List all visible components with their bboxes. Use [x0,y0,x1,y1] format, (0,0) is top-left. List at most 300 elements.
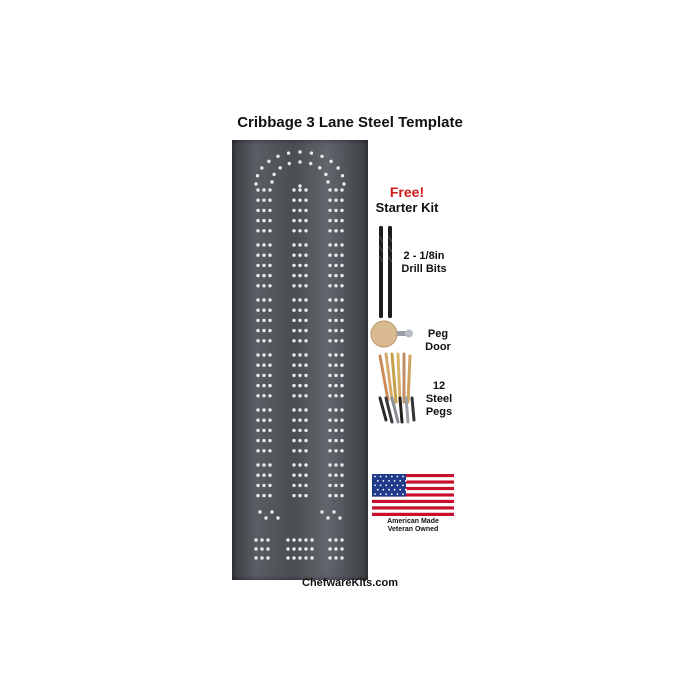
peg-hole [298,209,301,212]
peg-hole [292,484,295,487]
american-made-badge: American Made Veteran Owned [387,518,439,533]
peg-hole [268,264,271,267]
us-flag-icon [372,474,454,516]
peg-hole [262,419,265,422]
peg-hole [326,180,329,183]
peg-hole [340,339,343,342]
peg-hole [256,419,259,422]
peg-hole [328,494,331,497]
peg-hole [304,484,307,487]
peg-hole [298,188,301,191]
peg-hole [304,264,307,267]
peg-hole [328,484,331,487]
peg-hole [334,474,337,477]
peg-hole [334,199,337,202]
flag-star [383,489,385,491]
peg-hole [292,374,295,377]
peg-hole [256,408,259,411]
peg-hole [262,339,265,342]
peg-hole [298,449,301,452]
peg-hole [268,329,271,332]
peg-hole [334,219,337,222]
peg-hole [298,229,301,232]
peg-hole [326,516,329,519]
peg-hole [262,274,265,277]
peg-hole [328,243,331,246]
peg-hole [304,353,307,356]
peg-hole [334,284,337,287]
peg-hole [304,319,307,322]
peg-hole [292,419,295,422]
peg-hole [292,353,295,356]
peg-hole [328,319,331,322]
peg-hole [328,538,331,541]
peg-hole [334,319,337,322]
peg-hole [340,463,343,466]
peg-hole [256,374,259,377]
flag-star [399,489,401,491]
peg-hole [304,274,307,277]
peg-hole [292,547,295,550]
peg-hole [292,284,295,287]
peg-hole [304,439,307,442]
steel-template-plate [232,140,368,580]
peg-hole [268,243,271,246]
peg-hole [338,516,341,519]
peg-hole [268,463,271,466]
peg-hole [254,547,257,550]
peg-hole [268,339,271,342]
peg-hole [340,374,343,377]
peg-hole [304,556,307,559]
peg-hole [334,439,337,442]
peg-hole [256,199,259,202]
peg-hole [334,209,337,212]
peg-hole [304,254,307,257]
peg-hole [292,298,295,301]
peg-hole [298,374,301,377]
peg-hole [334,419,337,422]
peg-hole [298,429,301,432]
peg-hole [304,538,307,541]
flag-star [391,476,393,478]
peg-hole [292,199,295,202]
peg-hole [256,364,259,367]
peg-hole [298,439,301,442]
peg-hole [334,254,337,257]
peg-hole [328,449,331,452]
peg-hole [304,449,307,452]
peg-hole [298,484,301,487]
peg-hole [262,219,265,222]
website-label: ChefwareKits.com [302,577,398,589]
peg-hole [334,408,337,411]
peg-hole [340,538,343,541]
peg-hole [340,309,343,312]
peg-hole [298,264,301,267]
peg-hole [256,353,259,356]
peg-hole [298,219,301,222]
peg-hole [256,474,259,477]
peg-hole [298,463,301,466]
peg-hole [268,274,271,277]
peg-hole [292,394,295,397]
peg-hole [262,254,265,257]
peg-hole [292,319,295,322]
starter-kit-label: Starter Kit [375,200,439,215]
peg-door-label: Peg Door [425,328,451,353]
peg-hole [334,374,337,377]
peg-hole [262,353,265,356]
peg-hole [262,408,265,411]
peg-hole [256,209,259,212]
peg-hole [262,319,265,322]
peg-hole [340,298,343,301]
peg-hole-pattern [232,140,368,580]
peg-hole [334,339,337,342]
drill-bits-icon [376,226,396,318]
peg-hole [268,353,271,356]
flag-star [402,484,404,486]
peg-hole [336,166,339,169]
peg-hole [292,329,295,332]
peg-hole [298,474,301,477]
peg-hole [340,494,343,497]
peg-hole [270,180,273,183]
peg-hole [328,329,331,332]
peg-hole [254,556,257,559]
peg-hole [340,229,343,232]
peg-hole [292,229,295,232]
peg-hole [334,188,337,191]
flag-star [402,493,404,495]
peg-hole [328,439,331,442]
peg-hole [304,329,307,332]
peg-hole [324,173,327,176]
peg-hole [340,384,343,387]
peg-hole [262,429,265,432]
flag-stripe [372,510,454,513]
peg-hole [328,384,331,387]
peg-hole [304,199,307,202]
peg-hole [320,510,323,513]
peg-hole [268,474,271,477]
peg-hole [334,353,337,356]
peg-hole [304,219,307,222]
peg-hole [268,494,271,497]
peg-hole [309,162,312,165]
peg-hole [298,547,301,550]
peg-hole [340,209,343,212]
flag-star [374,493,376,495]
peg-hole [262,439,265,442]
peg-hole [328,429,331,432]
peg-hole [292,408,295,411]
peg-hole [256,264,259,267]
peg-hole [292,429,295,432]
peg-hole [262,449,265,452]
steel-pegs-icon [372,350,426,426]
peg-hole [298,538,301,541]
peg-hole [342,182,345,185]
peg-hole [267,160,270,163]
peg-hole [292,274,295,277]
flag-star [385,476,387,478]
peg-hole [304,394,307,397]
peg-hole [292,474,295,477]
peg-hole [268,364,271,367]
peg-hole [304,474,307,477]
flag-star [374,484,376,486]
peg-hole [320,155,323,158]
peg-hole [268,309,271,312]
peg-hole [328,229,331,232]
peg-hole [262,394,265,397]
peg-hole [298,243,301,246]
peg-hole [329,160,332,163]
peg-hole [340,439,343,442]
peg-hole [268,449,271,452]
peg-hole [292,384,295,387]
peg-hole [328,394,331,397]
peg-hole [262,329,265,332]
peg-hole [298,408,301,411]
peg-hole [256,463,259,466]
peg-hole [328,419,331,422]
peg-hole [268,298,271,301]
peg-hole [304,243,307,246]
peg-hole [328,219,331,222]
peg-hole [266,538,269,541]
peg-hole [298,199,301,202]
peg-hole [268,374,271,377]
peg-hole [288,162,291,165]
peg-hole [334,264,337,267]
peg-hole [292,364,295,367]
peg-hole [334,274,337,277]
peg-hole [292,219,295,222]
peg-hole [266,556,269,559]
peg-hole [256,449,259,452]
peg-hole [334,243,337,246]
flag-star [388,480,390,482]
peg-hole [262,494,265,497]
peg-hole [328,374,331,377]
flag-stripe [372,497,454,500]
peg-hole [304,209,307,212]
peg-hole [340,429,343,432]
peg-hole [328,254,331,257]
flag-star [397,476,399,478]
steel-pegs-label: 12 Steel Pegs [425,380,453,418]
peg-hole [292,264,295,267]
peg-hole [298,394,301,397]
flag-star [394,489,396,491]
peg-hole [268,209,271,212]
peg-hole [340,243,343,246]
peg-hole [334,364,337,367]
peg-hole [268,284,271,287]
peg-hole [334,429,337,432]
peg-hole [304,188,307,191]
peg-hole [298,494,301,497]
peg-hole [304,547,307,550]
peg-hole [310,151,313,154]
free-label: Free! [389,184,425,200]
peg-hole [262,484,265,487]
peg-hole [254,182,257,185]
peg-hole [256,174,259,177]
peg-hole [262,284,265,287]
peg-hole [262,374,265,377]
peg-hole [332,510,335,513]
peg-hole [340,364,343,367]
flag-star [377,480,379,482]
flag-star [397,484,399,486]
peg-hole [340,199,343,202]
peg-hole [304,339,307,342]
peg-hole [292,494,295,497]
peg-hole [328,284,331,287]
peg-hole [266,547,269,550]
peg-hole [310,547,313,550]
peg-hole [256,309,259,312]
peg-hole [268,254,271,257]
peg-hole [340,254,343,257]
peg-hole [340,474,343,477]
peg-hole [256,254,259,257]
peg-hole [298,254,301,257]
peg-hole [292,339,295,342]
peg-hole [310,538,313,541]
peg-hole [340,274,343,277]
peg-hole [328,209,331,212]
flag-star [380,484,382,486]
peg-hole [268,219,271,222]
peg-hole [340,219,343,222]
flag-stripe [372,500,454,503]
peg-hole [287,151,290,154]
peg-hole [260,538,263,541]
flag-star [402,476,404,478]
peg-hole [256,229,259,232]
peg-hole [340,449,343,452]
peg-hole [340,419,343,422]
peg-hole [276,155,279,158]
peg-hole [334,538,337,541]
peg-hole [262,229,265,232]
peg-hole [292,449,295,452]
page-title: Cribbage 3 Lane Steel Template [237,114,463,131]
peg-hole [340,188,343,191]
peg-hole [298,309,301,312]
peg-hole [268,188,271,191]
peg-hole [262,309,265,312]
peg-hole [262,209,265,212]
peg-hole [334,494,337,497]
peg-hole [268,439,271,442]
peg-hole [334,484,337,487]
flag-star [388,489,390,491]
peg-hole [328,298,331,301]
peg-hole [304,408,307,411]
peg-hole [256,394,259,397]
peg-hole [256,329,259,332]
flag-star [405,480,407,482]
flag-star [380,493,382,495]
peg-hole [292,188,295,191]
flag-star [374,476,376,478]
peg-hole [298,353,301,356]
peg-hole [268,394,271,397]
peg-hole [292,439,295,442]
peg-hole [334,329,337,332]
flag-star [391,493,393,495]
peg-hole [334,394,337,397]
peg-hole [292,209,295,212]
peg-hole [304,494,307,497]
peg-hole [304,298,307,301]
peg-hole [268,429,271,432]
peg-hole [262,364,265,367]
peg-hole [298,339,301,342]
peg-hole [262,243,265,246]
peg-hole [256,274,259,277]
peg-hole [256,219,259,222]
peg-hole [292,463,295,466]
peg-hole [310,556,313,559]
peg-hole [262,264,265,267]
peg-hole [286,556,289,559]
peg-hole [268,319,271,322]
peg-hole [262,298,265,301]
peg-hole [304,374,307,377]
peg-hole [334,384,337,387]
peg-hole [304,419,307,422]
peg-hole [334,229,337,232]
peg-hole [334,556,337,559]
peg-hole [340,329,343,332]
drill-bits-label: 2 - 1/8in Drill Bits [401,250,447,275]
flag-canton [372,474,406,497]
flag-star [391,484,393,486]
peg-hole [298,184,301,187]
peg-hole [328,188,331,191]
flag-star [399,480,401,482]
peg-hole [328,199,331,202]
peg-hole [328,474,331,477]
peg-hole [286,538,289,541]
peg-hole [304,463,307,466]
peg-hole [256,188,259,191]
peg-hole [298,419,301,422]
peg-hole [272,173,275,176]
peg-hole [292,243,295,246]
peg-hole [328,408,331,411]
flag-stripe [372,503,454,506]
peg-hole [260,556,263,559]
peg-hole [262,188,265,191]
peg-hole [268,408,271,411]
peg-hole [328,339,331,342]
peg-hole [256,439,259,442]
peg-hole [298,384,301,387]
peg-hole [340,408,343,411]
peg-hole [256,243,259,246]
peg-hole [268,419,271,422]
peg-hole [304,384,307,387]
peg-hole [340,319,343,322]
